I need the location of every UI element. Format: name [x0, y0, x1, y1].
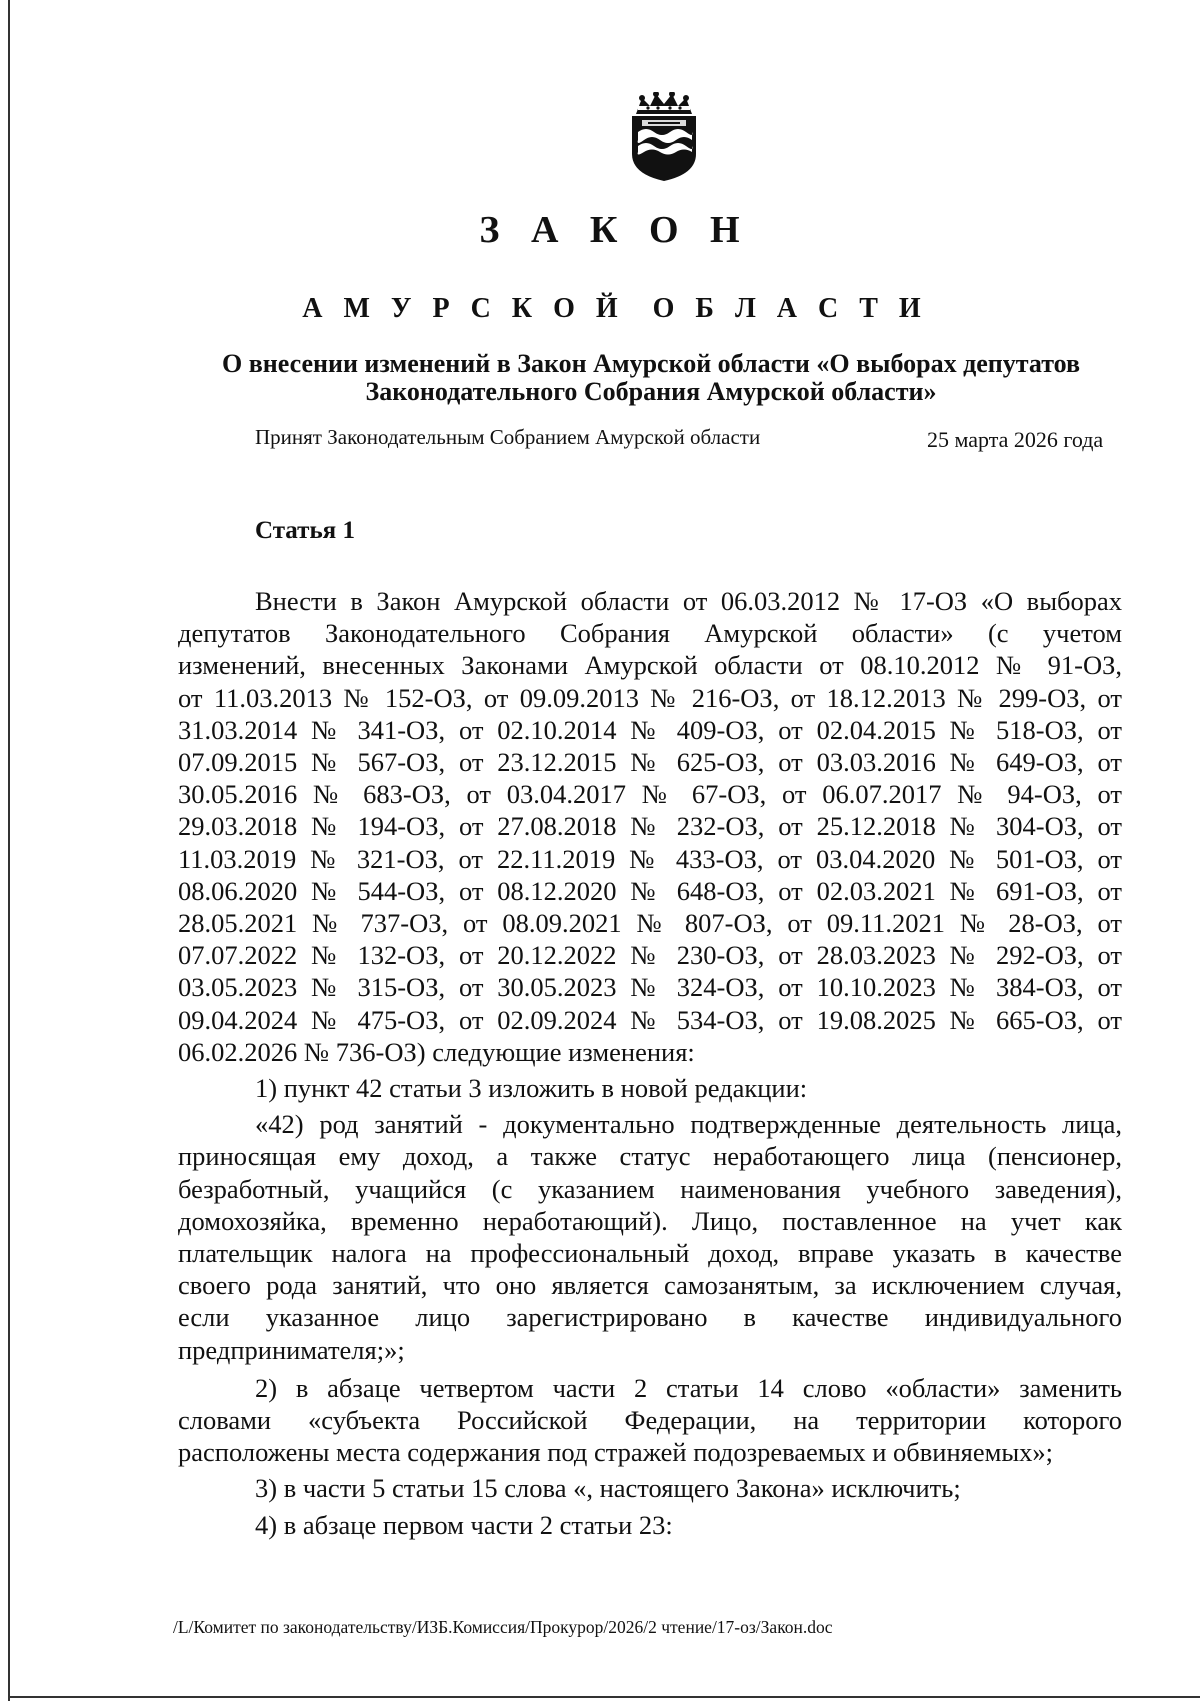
- intro-line: 31.03.2014 № 341-ОЗ, от 02.10.2014 № 409-ОЗ, от 02.04.2015 № 518-ОЗ, от: [178, 714, 1122, 745]
- item1-text-line: своего рода занятий, что оно является самозанятым, за исключением случая,: [178, 1270, 1122, 1301]
- item2-line: словами «субъекта Российской Федерации, на территории которого: [178, 1405, 1122, 1436]
- item1-text-line: «42) род занятий - документально подтвержденные деятельность лица,: [255, 1109, 1122, 1140]
- scan-left-border: [8, 0, 10, 1701]
- item3: 3) в части 5 статьи 15 слова «, настоящего Закона» исключить;: [255, 1473, 961, 1504]
- intro-line: 07.09.2015 № 567-ОЗ, от 23.12.2015 № 625-ОЗ, от 03.03.2016 № 649-ОЗ, от: [178, 747, 1122, 778]
- law-heading-line2: Законодательного Собрания Амурской области»: [365, 377, 937, 406]
- intro-line: 30.05.2016 № 683-ОЗ, от 03.04.2017 № 67-ОЗ, от 06.07.2017 № 94-ОЗ, от: [178, 779, 1122, 810]
- item2-line: 2) в абзаце четвертом части 2 статьи 14 слово «области» заменить: [255, 1372, 1122, 1403]
- intro-line: 06.02.2026 № 736-ОЗ) следующие изменения:: [178, 1036, 695, 1067]
- intro-line: 11.03.2019 № 321-ОЗ, от 22.11.2019 № 433-ОЗ, от 03.04.2020 № 501-ОЗ, от: [178, 843, 1122, 874]
- law-heading-line1: О внесении изменений в Закон Амурской области «О выборах депутатов: [221, 349, 1081, 378]
- adopted-date: 25 марта 2026 года: [927, 427, 1104, 452]
- intro-line: 28.05.2021 № 737-ОЗ, от 08.09.2021 № 807-ОЗ, от 09.11.2021 № 28-ОЗ, от: [178, 908, 1122, 939]
- item1-text-line: если указанное лицо зарегистрировано в качестве индивидуального: [178, 1302, 1122, 1333]
- item2-line: расположены места содержания под стражей подозреваемых и обвиняемых»;: [178, 1437, 1054, 1468]
- item1-text-line: плательщик налога на профессиональный доход, вправе указать в качестве: [178, 1238, 1122, 1269]
- item1-title: 1) пункт 42 статьи 3 изложить в новой редакции:: [255, 1073, 808, 1104]
- scan-bottom-border: [8, 1696, 1200, 1698]
- intro-line: 29.03.2018 № 194-ОЗ, от 27.08.2018 № 232-ОЗ, от 25.12.2018 № 304-ОЗ, от: [178, 811, 1122, 842]
- item1-text-line: предпринимателя;»;: [178, 1334, 405, 1365]
- item4: 4) в абзаце первом части 2 статьи 23:: [255, 1509, 673, 1540]
- intro-line: 03.05.2023 № 315-ОЗ, от 30.05.2023 № 324-ОЗ, от 10.10.2023 № 384-ОЗ, от: [178, 972, 1122, 1003]
- file-path-footer: /L/Комитет по законодательству/ИЗБ.Комиссия/Прокурор/2026/2 чтение/17-оз/Закон.doc: [173, 1617, 833, 1637]
- law-heading: [180, 350, 1122, 406]
- region-subtitle-part2: О Б Л А С Т И: [652, 293, 928, 324]
- intro-line: 07.07.2022 № 132-ОЗ, от 20.12.2022 № 230-ОЗ, от 28.03.2023 № 292-ОЗ, от: [178, 940, 1122, 971]
- intro-line: 09.04.2024 № 475-ОЗ, от 02.09.2024 № 534-ОЗ, от 19.08.2025 № 665-ОЗ, от: [178, 1004, 1122, 1035]
- intro-line: от 11.03.2013 № 152-ОЗ, от 09.09.2013 № 216-ОЗ, от 18.12.2013 № 299-ОЗ, от: [178, 682, 1122, 713]
- article-title: Статья 1: [255, 517, 355, 544]
- document-type-title: З А К О Н: [479, 209, 751, 251]
- item1-text-line: приносящая ему доход, а также статус неработающего лица (пенсионер,: [178, 1141, 1122, 1172]
- region-subtitle: [0, 293, 1200, 325]
- item1-text-line: безработный, учащийся (с указанием наименования учебного заведения),: [178, 1173, 1122, 1204]
- intro-line: депутатов Законодательного Собрания Амурской области» (с учетом: [178, 618, 1122, 649]
- adopted-by: Принят Законодательным Собранием Амурской области: [255, 425, 761, 449]
- intro-line: 08.06.2020 № 544-ОЗ, от 08.12.2020 № 648-ОЗ, от 02.03.2021 № 691-ОЗ, от: [178, 875, 1122, 906]
- intro-line: Внести в Закон Амурской области от 06.03.2012 № 17-ОЗ «О выборах: [255, 586, 1122, 616]
- article-body: [178, 585, 1122, 1541]
- item1-text-line: домохозяйка, временно неработающий). Лицо, поставленное на учет как: [178, 1205, 1122, 1236]
- intro-line: изменений, внесенных Законами Амурской области от 08.10.2012 № 91-ОЗ,: [178, 650, 1122, 681]
- amur-coat-of-arms-icon: [628, 92, 700, 182]
- region-subtitle-part1: А М У Р С К О Й: [302, 293, 625, 324]
